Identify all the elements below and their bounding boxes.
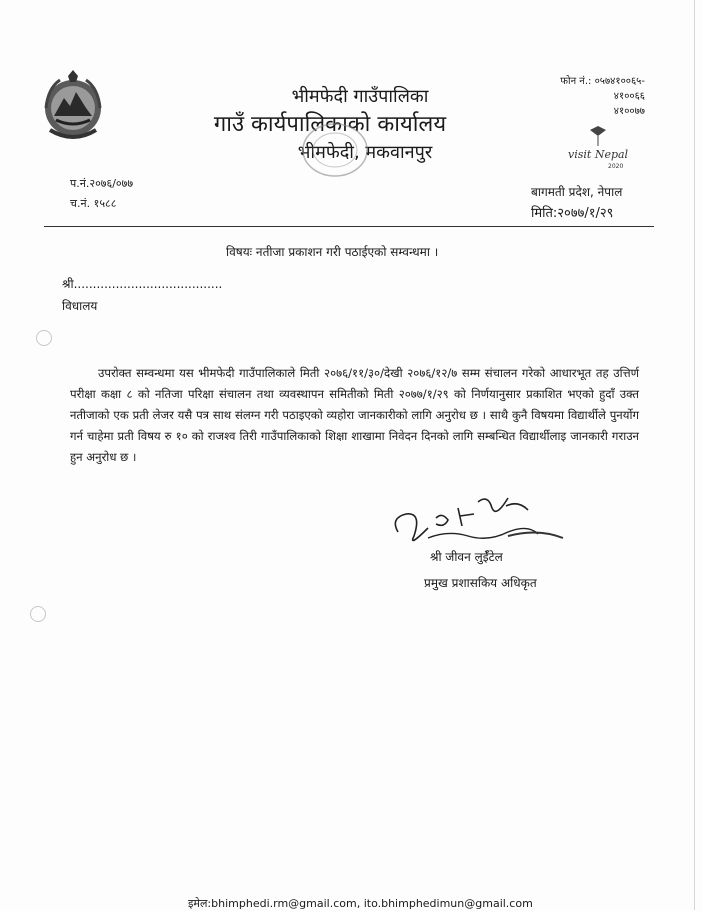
municipality-name: भीमफेदी गाउँपालिका xyxy=(291,86,429,107)
visit-nepal-year: 2020 xyxy=(608,163,624,170)
nepal-emblem-icon xyxy=(40,68,106,148)
chalani-row xyxy=(70,194,133,214)
office-title: गाउँ कार्यपालिकाको कार्यालय xyxy=(213,112,447,137)
page-edge xyxy=(694,0,695,910)
address-block xyxy=(531,181,651,225)
visit-nepal-text: visit Nepal xyxy=(568,148,629,161)
phone-line-1: फोन नं.: ०५७४१००६५- xyxy=(560,76,645,87)
header-divider xyxy=(44,226,654,227)
province: बागमती प्रदेश, नेपाल xyxy=(531,185,623,199)
phone-numbers xyxy=(551,74,645,119)
visit-nepal-logo-icon xyxy=(568,126,638,170)
phone-line-3: ४१००७७ xyxy=(613,106,645,117)
chalani-number: १५८८ xyxy=(93,197,117,210)
signatory-name: श्री जीवन लुईँटेल xyxy=(430,550,503,564)
addressee-name: श्री....................................... xyxy=(62,277,223,291)
office-stamp-icon xyxy=(300,120,370,180)
subject-line: विषयः नतीजा प्रकाशन गरी पठाईएको सम्वन्धमा । xyxy=(226,245,439,259)
phone-line-2: ४१००६६ xyxy=(613,91,645,102)
addressee xyxy=(62,273,222,317)
punch-hole xyxy=(36,330,52,346)
letter-body xyxy=(70,363,639,468)
patra-sankhya: प.नं.२०७६/०७७ xyxy=(70,177,134,190)
punch-hole xyxy=(30,606,46,622)
reference-numbers xyxy=(70,174,133,214)
body-paragraph: उपरोक्त सम्वन्धमा यस भीमफेदी गाउँपालिकाले मिती २०७६/११/३०/देखी २०७६/१२/७ सम्म संचालन गरेको आधारभूत तह उत्तिर्ण परीक्षा कक्षा ८ को नतिजा परिक्षा संचालन तथा व्यवस्थापन समितीको मिती २०७७/१/२९ को निर्णयानुसार प्रकाशित भएको हुदाँ उक्त नतीजाको एक प्रती लेजर यसै पत्र साथ संलग्न गरी पठाइएको व्यहोरा जानकारीको लागि अनुरोध छ । साथै कुनै विषयमा विद्यार्थीले पुनर्योग गर्न चाहेमा प्रती विषय रु १० को राजश्व तिरी गाउँपालिकाको शिक्षा शाखामा निवेदन दिनको लागि सम्बन्धित विद्यार्थीलाइ जानकारी गराउन हुन अनुरोध छ । xyxy=(70,366,639,464)
office-location: भीमफेदी, मकवानपुर xyxy=(297,142,433,163)
footer-email: इमेल:bhimphedi.rm@gmail.com, ito.bhimphedimun@gmail.com xyxy=(188,897,533,910)
letter-date: मिति:२०७७/१/२९ xyxy=(531,206,614,221)
signatory-title: प्रमुख प्रशासकिय अधिकृत xyxy=(424,576,537,590)
addressee-school: विधालय xyxy=(62,299,98,313)
chalani-label: च.नं. xyxy=(70,197,91,210)
